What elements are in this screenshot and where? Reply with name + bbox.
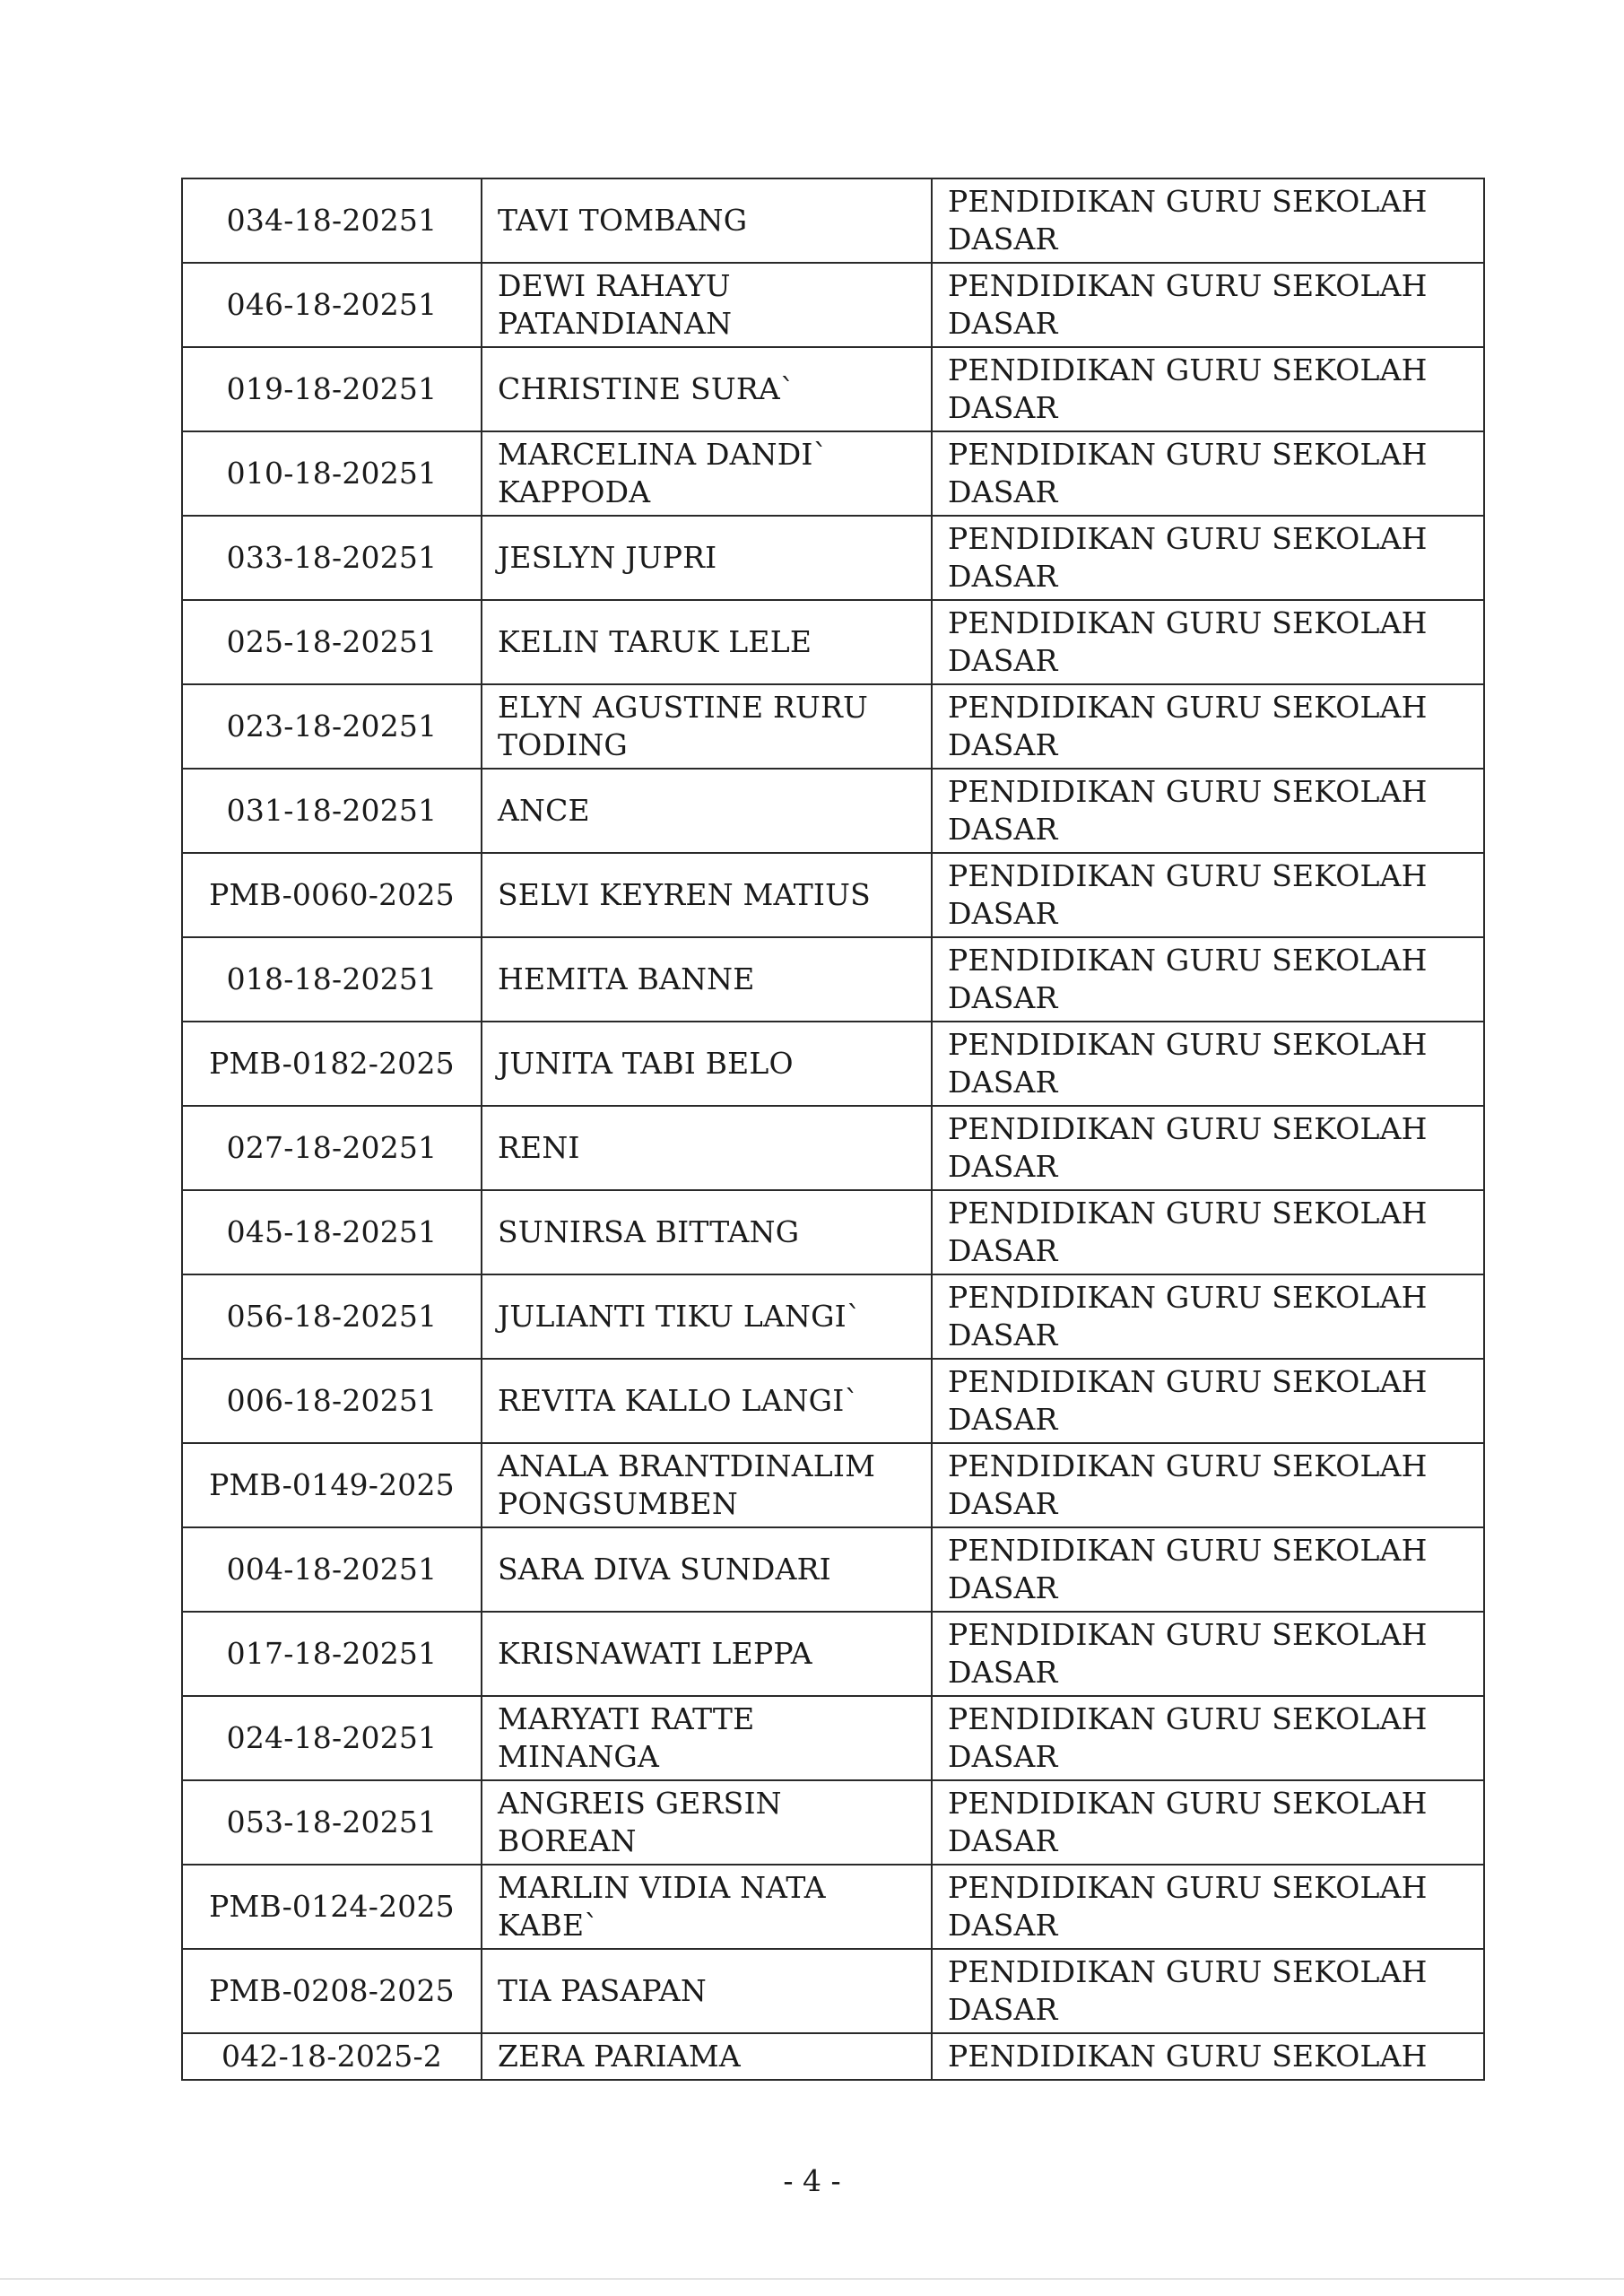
table-row	[182, 1612, 1484, 1696]
study-program-cell: PENDIDIKAN GURU SEKOLAH DASAR	[932, 1443, 1484, 1527]
table-row	[182, 2033, 1484, 2080]
table-row	[182, 853, 1484, 937]
student-table	[181, 178, 1485, 2081]
student-name-cell: MARYATI RATTE MINANGA	[482, 1696, 932, 1780]
student-table-body	[182, 178, 1484, 2080]
student-id-cell: 031-18-20251	[182, 769, 482, 853]
student-id-cell: 006-18-20251	[182, 1359, 482, 1443]
student-name-cell: SUNIRSA BITTANG	[482, 1190, 932, 1274]
student-name-cell: ELYN AGUSTINE RURU TODING	[482, 684, 932, 769]
study-program-cell: PENDIDIKAN GURU SEKOLAH DASAR	[932, 347, 1484, 431]
student-name-cell: JULIANTI TIKU LANGI`	[482, 1274, 932, 1359]
table-row	[182, 1780, 1484, 1865]
student-id-cell: 010-18-20251	[182, 431, 482, 516]
table-row	[182, 1190, 1484, 1274]
student-name-cell: KRISNAWATI LEPPA	[482, 1612, 932, 1696]
student-id-cell: 023-18-20251	[182, 684, 482, 769]
table-row	[182, 600, 1484, 684]
student-name-cell: JUNITA TABI BELO	[482, 1022, 932, 1106]
study-program-cell: PENDIDIKAN GURU SEKOLAH DASAR	[932, 937, 1484, 1022]
student-name-cell: SELVI KEYREN MATIUS	[482, 853, 932, 937]
student-id-cell: PMB-0124-2025	[182, 1865, 482, 1949]
student-id-cell: 004-18-20251	[182, 1527, 482, 1612]
student-name-cell: JESLYN JUPRI	[482, 516, 932, 600]
table-row	[182, 1527, 1484, 1612]
page-number: - 4 -	[783, 2163, 841, 2198]
scan-edge-line	[0, 2278, 1624, 2280]
student-id-cell: 019-18-20251	[182, 347, 482, 431]
student-name-cell: REVITA KALLO LANGI`	[482, 1359, 932, 1443]
student-name-cell: RENI	[482, 1106, 932, 1190]
student-id-cell: PMB-0149-2025	[182, 1443, 482, 1527]
student-name-cell: SARA DIVA SUNDARI	[482, 1527, 932, 1612]
study-program-cell: PENDIDIKAN GURU SEKOLAH DASAR	[932, 1780, 1484, 1865]
student-name-cell: DEWI RAHAYU PATANDIANAN	[482, 263, 932, 347]
student-id-cell: PMB-0208-2025	[182, 1949, 482, 2033]
table-row	[182, 937, 1484, 1022]
student-name-cell: ANGREIS GERSIN BOREAN	[482, 1780, 932, 1865]
study-program-cell: PENDIDIKAN GURU SEKOLAH DASAR	[932, 1865, 1484, 1949]
study-program-cell: PENDIDIKAN GURU SEKOLAH DASAR	[932, 684, 1484, 769]
table-row	[182, 1359, 1484, 1443]
table-row	[182, 1696, 1484, 1780]
table-row	[182, 178, 1484, 263]
student-id-cell: 024-18-20251	[182, 1696, 482, 1780]
table-row	[182, 1443, 1484, 1527]
student-name-cell: HEMITA BANNE	[482, 937, 932, 1022]
student-name-cell: CHRISTINE SURA`	[482, 347, 932, 431]
student-name-cell: ANCE	[482, 769, 932, 853]
study-program-cell: PENDIDIKAN GURU SEKOLAH DASAR	[932, 853, 1484, 937]
table-row	[182, 1022, 1484, 1106]
study-program-cell: PENDIDIKAN GURU SEKOLAH DASAR	[932, 516, 1484, 600]
student-id-cell: 056-18-20251	[182, 1274, 482, 1359]
study-program-cell: PENDIDIKAN GURU SEKOLAH DASAR	[932, 600, 1484, 684]
study-program-cell: PENDIDIKAN GURU SEKOLAH DASAR	[932, 1274, 1484, 1359]
student-id-cell: PMB-0060-2025	[182, 853, 482, 937]
student-name-cell: MARLIN VIDIA NATA KABE`	[482, 1865, 932, 1949]
study-program-cell: PENDIDIKAN GURU SEKOLAH DASAR	[932, 1190, 1484, 1274]
student-id-cell: 017-18-20251	[182, 1612, 482, 1696]
student-id-cell: 053-18-20251	[182, 1780, 482, 1865]
study-program-cell: PENDIDIKAN GURU SEKOLAH DASAR	[932, 178, 1484, 263]
study-program-cell: PENDIDIKAN GURU SEKOLAH DASAR	[932, 1527, 1484, 1612]
study-program-cell: PENDIDIKAN GURU SEKOLAH DASAR	[932, 1022, 1484, 1106]
student-id-cell: 045-18-20251	[182, 1190, 482, 1274]
student-name-cell: TIA PASAPAN	[482, 1949, 932, 2033]
student-id-cell: 046-18-20251	[182, 263, 482, 347]
study-program-cell: PENDIDIKAN GURU SEKOLAH DASAR	[932, 1696, 1484, 1780]
study-program-cell: PENDIDIKAN GURU SEKOLAH DASAR	[932, 1359, 1484, 1443]
student-id-cell: 027-18-20251	[182, 1106, 482, 1190]
table-row	[182, 769, 1484, 853]
student-id-cell: 018-18-20251	[182, 937, 482, 1022]
student-id-cell: 042-18-2025-2	[182, 2033, 482, 2080]
table-row	[182, 684, 1484, 769]
student-id-cell: 034-18-20251	[182, 178, 482, 263]
student-id-cell: PMB-0182-2025	[182, 1022, 482, 1106]
study-program-cell: PENDIDIKAN GURU SEKOLAH DASAR	[932, 1949, 1484, 2033]
study-program-cell: PENDIDIKAN GURU SEKOLAH DASAR	[932, 263, 1484, 347]
student-name-cell: ZERA PARIAMA	[482, 2033, 932, 2080]
table-row	[182, 431, 1484, 516]
student-name-cell: TAVI TOMBANG	[482, 178, 932, 263]
study-program-cell: PENDIDIKAN GURU SEKOLAH DASAR	[932, 769, 1484, 853]
table-row	[182, 1106, 1484, 1190]
table-row	[182, 263, 1484, 347]
table-row	[182, 1274, 1484, 1359]
study-program-cell: PENDIDIKAN GURU SEKOLAH DASAR	[932, 1612, 1484, 1696]
student-id-cell: 025-18-20251	[182, 600, 482, 684]
student-id-cell: 033-18-20251	[182, 516, 482, 600]
table-row	[182, 1949, 1484, 2033]
table-row	[182, 1865, 1484, 1949]
study-program-cell: PENDIDIKAN GURU SEKOLAH	[932, 2033, 1484, 2080]
student-name-cell: KELIN TARUK LELE	[482, 600, 932, 684]
study-program-cell: PENDIDIKAN GURU SEKOLAH DASAR	[932, 431, 1484, 516]
study-program-cell: PENDIDIKAN GURU SEKOLAH DASAR	[932, 1106, 1484, 1190]
student-name-cell: ANALA BRANTDINALIM PONGSUMBEN	[482, 1443, 932, 1527]
table-row	[182, 516, 1484, 600]
table-row	[182, 347, 1484, 431]
student-name-cell: MARCELINA DANDI` KAPPODA	[482, 431, 932, 516]
